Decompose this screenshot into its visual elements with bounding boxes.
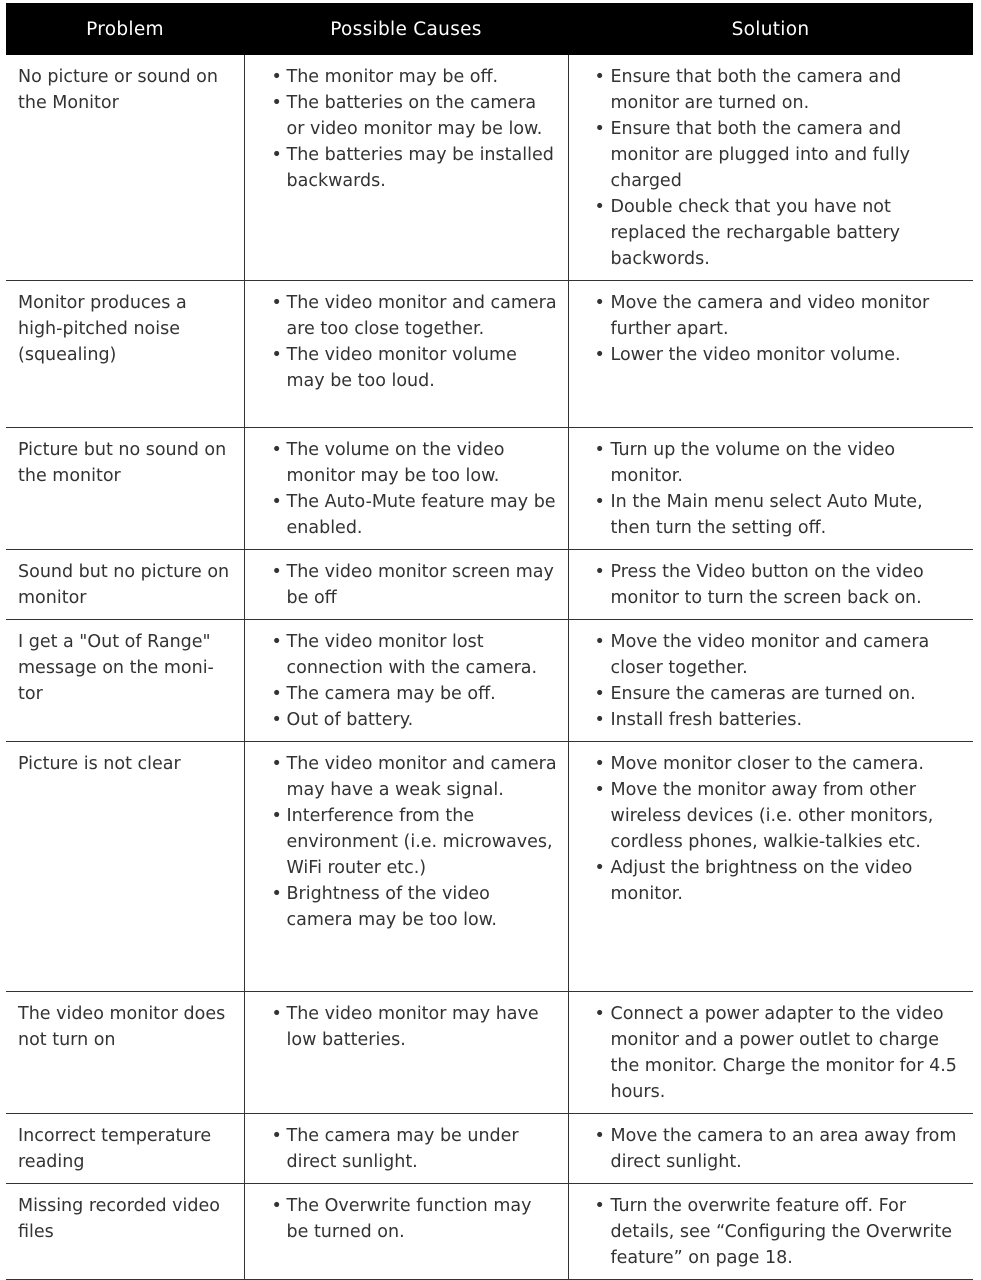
solution-cell [568,1184,973,1280]
cause-list [272,64,558,194]
problem-cell: I get a "Out of Range" message on the moni-tor [6,620,244,742]
solution-list [595,1123,964,1175]
cause-item: • The camera may be under direct sunlight. [272,1123,558,1175]
solution-cell [568,55,973,281]
cause-item: • The video monitor lost connection with the camera. [272,629,558,681]
table-row [6,742,973,992]
cause-list [272,751,558,933]
solution-cell [568,742,973,992]
cause-item: • The video monitor screen may be off [272,559,558,611]
cause-item: • The monitor may be off. [272,64,558,90]
cause-item: • The Overwrite function may be turned on. [272,1193,558,1245]
cause-item: • The video monitor and camera may have a weak signal. [272,751,558,803]
solution-item: • Move the video monitor and camera closer together. [595,629,964,681]
solution-item: • Connect a power adapter to the video monitor and a power outlet to charge the monitor. Charge the monitor for 4.5 hours. [595,1001,964,1105]
solution-list [595,64,964,272]
cause-list [272,559,558,611]
problem-cell: Missing recorded video files [6,1184,244,1280]
cause-item: • The video monitor and camera are too close together. [272,290,558,342]
solution-item: • Adjust the brightness on the video monitor. [595,855,964,907]
troubleshooting-table [6,3,973,1280]
solution-item: • Ensure the cameras are turned on. [595,681,964,707]
solution-list [595,559,964,611]
solution-cell [568,428,973,550]
solution-item: • Move the camera to an area away from direct sunlight. [595,1123,964,1175]
cause-cell [244,1184,568,1280]
cause-cell [244,992,568,1114]
table-row [6,281,973,428]
solution-list [595,629,964,733]
problem-cell: Picture is not clear [6,742,244,992]
solution-cell [568,1114,973,1184]
solution-item: • Move the camera and video monitor further apart. [595,290,964,342]
problem-cell: Monitor produces a high-pitched noise (squealing) [6,281,244,428]
solution-cell [568,281,973,428]
table-row [6,1114,973,1184]
cause-cell [244,620,568,742]
cause-list [272,629,558,733]
cause-cell [244,55,568,281]
problem-cell: The video monitor does not turn on [6,992,244,1114]
cause-list [272,1123,558,1175]
solution-list [595,1001,964,1105]
cause-item: • The video monitor volume may be too loud. [272,342,558,394]
cause-cell [244,742,568,992]
solution-item: • Turn up the volume on the video monitor. [595,437,964,489]
table-body [6,55,973,1280]
cause-item: • The volume on the video monitor may be too low. [272,437,558,489]
solution-item: • Move the monitor away from other wireless devices (i.e. other monitors, cordless phones, walkie-talkies etc. [595,777,964,855]
solution-item: • Move monitor closer to the camera. [595,751,964,777]
solution-item: • Lower the video monitor volume. [595,342,964,368]
cause-item: • The batteries on the camera or video monitor may be low. [272,90,558,142]
problem-cell: Picture but no sound on the monitor [6,428,244,550]
table-row [6,550,973,620]
cause-item: • Brightness of the video camera may be too low. [272,881,558,933]
solution-list [595,751,964,907]
cause-item: • The camera may be off. [272,681,558,707]
table-row [6,620,973,742]
solution-item: • Double check that you have not replaced the rechargable battery backwords. [595,194,964,272]
table-header-row [6,3,973,55]
cause-cell [244,428,568,550]
cause-list [272,290,558,394]
header-problem: Problem [6,3,244,55]
problem-cell: No picture or sound on the Monitor [6,55,244,281]
cause-list [272,1001,558,1053]
solution-list [595,1193,964,1271]
problem-cell: Sound but no picture on monitor [6,550,244,620]
cause-list [272,1193,558,1245]
solution-item: • Install fresh batteries. [595,707,964,733]
solution-cell [568,550,973,620]
solution-item: • Ensure that both the camera and monitor are turned on. [595,64,964,116]
problem-cell: Incorrect temperature reading [6,1114,244,1184]
cause-cell [244,281,568,428]
cause-list [272,437,558,541]
table-row [6,992,973,1114]
header-possible-causes: Possible Causes [244,3,568,55]
cause-item: • The video monitor may have low batteries. [272,1001,558,1053]
solution-item: • Turn the overwrite feature off. For details, see “Configuring the Overwrite feature” on page 18. [595,1193,964,1271]
cause-cell [244,550,568,620]
cause-item: • The batteries may be installed backwards. [272,142,558,194]
cause-cell [244,1114,568,1184]
cause-item: • Out of battery. [272,707,558,733]
solution-item: • Press the Video button on the video monitor to turn the screen back on. [595,559,964,611]
solution-list [595,290,964,368]
solution-item: • In the Main menu select Auto Mute, then turn the setting off. [595,489,964,541]
table-row [6,428,973,550]
solution-item: • Ensure that both the camera and monitor are plugged into and fully charged [595,116,964,194]
header-solution: Solution [568,3,973,55]
cause-item: • The Auto-Mute feature may be enabled. [272,489,558,541]
solution-cell [568,620,973,742]
table-row [6,55,973,281]
table-row [6,1184,973,1280]
cause-item: • Interference from the environment (i.e. microwaves, WiFi router etc.) [272,803,558,881]
solution-cell [568,992,973,1114]
solution-list [595,437,964,541]
